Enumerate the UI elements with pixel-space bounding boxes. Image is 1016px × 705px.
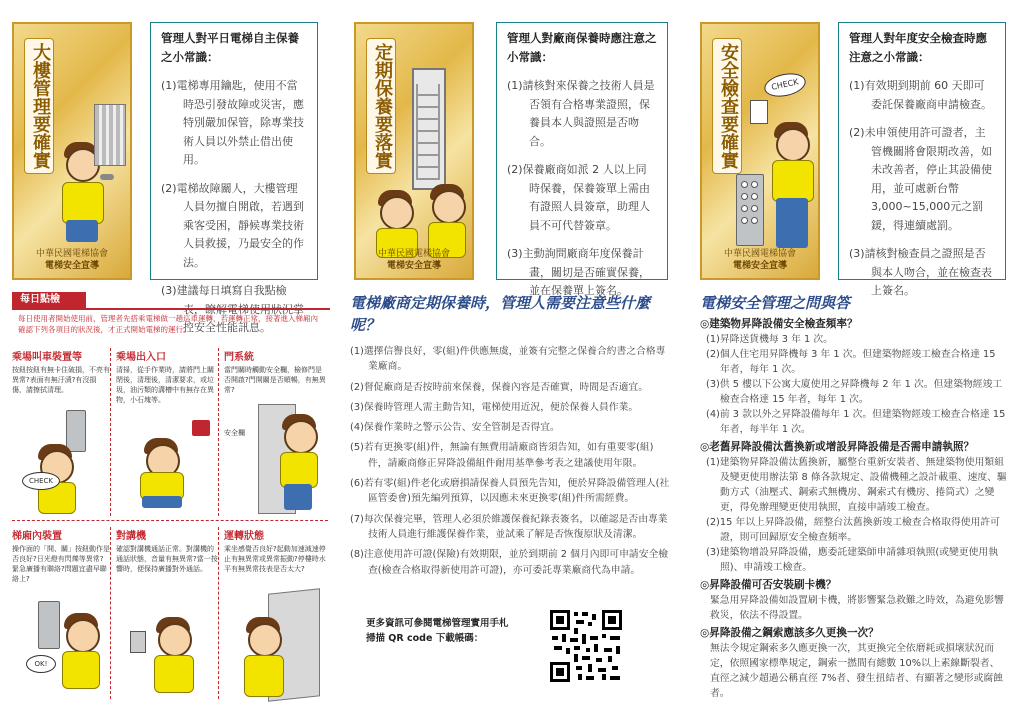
gold-card-3 bbox=[700, 22, 820, 280]
daily-tile-5 bbox=[116, 527, 219, 699]
tile-text: 乘坐感覺否良好?起動加速減速停止有無異常或異常振動?停樓時水平有無異常技表是否太大? bbox=[224, 545, 326, 573]
speech-bubble: OK! bbox=[26, 655, 56, 673]
qa-question: ◎老舊昇降設備汰舊換新或增設昇降設備是否需申請執照？ bbox=[700, 441, 975, 453]
card-vertical-title: 大樓管理要確實 bbox=[24, 38, 54, 174]
section-para: (2)督促廠商是否按時前來保養，保養內容是否確實，時間是否適宜。 bbox=[350, 381, 648, 393]
tile-text: 確認對講機通話正常。對講機的通話狀態，音量有無異常?當一按響時，便保持廣播對外通話。 bbox=[116, 545, 218, 573]
daily-tile-4 bbox=[12, 527, 111, 699]
tips-box-3 bbox=[838, 22, 1006, 297]
box-item: (2)未申領使用許可證者，主管機關將會限期改善，如未改善者，停止其設備使用，並可處新台幣 3,000~15,000元之罰鍰，得連續處罰。 bbox=[849, 126, 992, 232]
shelf-image bbox=[94, 104, 126, 166]
daily-tile-2 bbox=[116, 348, 219, 516]
section-para: (4)保養作業時之警示公告、安全管制是否得宜。 bbox=[350, 422, 560, 434]
key-icon bbox=[100, 174, 114, 180]
qa-question: ◎昇降設備之鋼索應該多久更換一次？ bbox=[700, 627, 879, 639]
card-vertical-title: 安全檢查要確實 bbox=[712, 38, 742, 174]
figure-head bbox=[158, 623, 192, 657]
qr-code[interactable] bbox=[548, 608, 624, 684]
intercom-icon bbox=[130, 631, 146, 653]
figure-head bbox=[432, 190, 466, 224]
safety-edge-label: 安全欄 bbox=[224, 429, 245, 437]
box-item: (1)有效期到期前 60 天即可委託保養廠商申請檢查。 bbox=[849, 79, 992, 111]
tile-title: 乘場叫車裝置等 bbox=[12, 352, 82, 363]
qa-answer: (3)供 5 樓以下公寓大廈使用之昇降機每 2 年 1 次。但建築物經竣工檢查合格達 15 年者，每年 1 次。 bbox=[706, 379, 1003, 405]
section-para: (1)選擇信譽良好，零(組)件供應無虞，並簽有完整之保養合約書之合格專業廠商。 bbox=[350, 346, 666, 373]
daily-tile-1 bbox=[12, 348, 111, 516]
speech-bubble: CHECK bbox=[22, 472, 60, 490]
figure-pants bbox=[66, 220, 98, 242]
figure-pants bbox=[776, 198, 808, 248]
daily-tile-6 bbox=[224, 527, 328, 699]
daily-divider bbox=[12, 308, 330, 310]
figure-pants bbox=[142, 496, 182, 508]
daily-check-tab: 每日點檢 bbox=[12, 292, 86, 308]
section-para: (7)每次保養完畢，管理人必須於維護保養紀錄表簽名，以確認是否由專業技術人員進行維護保養作業，並試乘了解是否恢復原狀及清潔。 bbox=[350, 513, 668, 540]
section3 bbox=[700, 292, 1008, 701]
figure-head bbox=[776, 128, 810, 162]
tile-text: 清掃，從手作業時，請將門上關閉後，清理後，清潔要求，或垃圾，油污類的溝槽中有無存在異物，小石塊等。 bbox=[116, 366, 214, 404]
card-vertical-title: 定期保養要落實 bbox=[366, 38, 396, 174]
gold-card-2 bbox=[354, 22, 474, 280]
box-item: (3)請核對檢查員之證照是否與本人吻合，並在檢查表上簽名。 bbox=[849, 247, 992, 297]
tile-title: 運轉狀態 bbox=[224, 531, 264, 542]
section-para: (6)若有零(組)件老化或磨損請保養人員預先告知，便於昇降設備管理人(社區管委會)預先編列預算，以因應未來更換零(組)件所需經費。 bbox=[350, 478, 670, 505]
figure-head bbox=[380, 196, 414, 230]
gold-card-1 bbox=[12, 22, 132, 280]
tile-title: 梯廂內裝置 bbox=[12, 531, 62, 542]
figure-shirt bbox=[280, 452, 318, 488]
figure-head bbox=[66, 619, 100, 653]
tile-title: 門系統 bbox=[224, 352, 254, 363]
box-title: 管理人對平日電梯自主保養之小常識： bbox=[161, 31, 299, 64]
section-para: (8)注意使用許可證(保險)有效期限，並於到期前 2 個月內即可申請安全檢查(檢查合格取得新使用許可證)，亦可委託專業廠商代為申請。 bbox=[350, 549, 669, 576]
card-footer: 中華民國電梯協會 電梯安全宣導 bbox=[377, 249, 450, 271]
section-para: (5)若有更換零(組)件，無論有無費用請廠商皆須告知，如有重要零(組)件，請廠商修正昇降設備組件耐用基準參考表之建議使用年限。 bbox=[350, 442, 654, 469]
box-item: (3)建議每日填寫自我點檢 控安全性能訊息。 bbox=[161, 284, 287, 334]
tile-title: 對講機 bbox=[116, 531, 146, 542]
figure-shirt bbox=[62, 651, 100, 689]
elevator-button-panel bbox=[736, 174, 764, 246]
tiles-divider bbox=[12, 520, 328, 521]
figure-shirt bbox=[244, 655, 284, 697]
qa-question: ◎昇降設備可否安裝刷卡機？ bbox=[700, 579, 837, 591]
qa-answer: (3)建築物增設昇降設備，應委託建築師申請雜項執照(或變更使用執照)、申請竣工檢查。 bbox=[706, 547, 999, 573]
figure-shirt bbox=[154, 655, 194, 693]
figure-head bbox=[248, 623, 282, 657]
daily-intro: 每日使用者開始使用前，管理者先搭乘電梯做一趟巡車運轉，若運轉正常，接著進入梯廂內確認下列各項目的狀況後，才正式開始電梯的運行。 bbox=[18, 314, 318, 334]
box-item: (3)主動詢問廠商年度保養計畫，關切是否確實保養，並在保養單上簽名。 bbox=[507, 247, 650, 297]
qa-answer: (1)昇降送貨機每 3 年 1 次。 bbox=[706, 334, 833, 345]
qa-answer: (2)15 年以上昇降設備，經整台汰舊換新竣工檢查合格取得使用許可證，則可回歸原安全檢查頻率。 bbox=[706, 517, 1000, 543]
tile-title: 乘場出入口 bbox=[116, 352, 166, 363]
qa-answer: (2)個人住宅用昇降機每 3 年 1 次。但建築物經竣工檢查合格達 15 年者，每年 1 次。 bbox=[706, 349, 996, 375]
card-footer: 中華民國電梯協會 電梯安全宣導 bbox=[723, 249, 796, 271]
section-title: 電梯安全管理之問與答 bbox=[700, 294, 851, 312]
tile-text: 操作面的「開、關」按鈕動作是否良好?日光燈有閃爍等異常?緊急廣播有聯絡?問題宜盡早聯絡上? bbox=[12, 545, 110, 583]
qa-answer: 緊急用昇降設備如設置刷卡機，將影響緊急救難之時效，為避免影響救災，依法不得設置。 bbox=[710, 595, 1004, 621]
figure-shirt bbox=[772, 160, 814, 202]
qr-caption: 更多資訊可參閱電梯管理實用手札 掃描 QR code 下載帳碼： bbox=[366, 618, 509, 644]
tile-text: 當門關時觸動安全欄，檢修門是否開啟?門開關是否順暢，有無異常? bbox=[224, 366, 326, 394]
warning-sign-icon bbox=[192, 420, 210, 436]
car-button-panel bbox=[38, 601, 60, 649]
qa-answer: (1)建築物昇降設備汰舊換新，屬整台重新安裝者、無建築物使用類組及變更使用辦法第 8 條各款規定、設備機種之設計載重、速度、驅動方式（油壓式、鋼索式無機房、鋼索式有機房、捲筒式）之變更，得免辦理變更使用執照，直接申請竣工檢查。 bbox=[706, 457, 1007, 513]
qa-question: ◎建築物昇降設備安全檢查頻率？ bbox=[700, 318, 858, 330]
box-item: (2)電梯故障關人，大樓管理人員勿擅自開啟，若遇到乘客受困，靜候專業技術人員救援，乃最安全的作法。 bbox=[161, 181, 304, 269]
box-item: (1)請核對來保養之技術人員是否領有合格專業證照，保養員本人與證照是否吻合。 bbox=[507, 79, 655, 148]
box-title: 管理人對年度安全檢查時應注意之小常識： bbox=[849, 31, 987, 64]
figure-shirt bbox=[62, 182, 104, 224]
tips-box-2 bbox=[496, 22, 668, 297]
figure-pants bbox=[284, 484, 312, 510]
tile-text: 按鈕按鈕有無卡住破損，不亮有異常?表面有無汙漬?有沒損傷，請擦拭清理。 bbox=[12, 366, 110, 394]
box-item: (1)電梯專用鑰匙，使用不當時恐引發故障或災害，應特別嚴加保管，除專業技術人員以外禁止借出使用。 bbox=[161, 79, 304, 166]
qa-answer: (4)前 3 款以外之昇降設備每年 1 次。但建築物經竣工檢查合格達 15 年者，每半年 1 次。 bbox=[706, 409, 1006, 435]
speech-bubble: CHECK bbox=[762, 70, 808, 100]
section-title: 電梯廠商定期保養時，管理人需要注意些什麼呢？ bbox=[350, 294, 651, 334]
figure-head bbox=[284, 420, 318, 454]
qa-answer: 無法令規定鋼索多久應更換一次，其更換完全依磨耗或損壞狀況而定，依照國家標準規定，鋼索一撚間有總數 10%以上素線斷裂者、直徑之減少超過公稱直徑 7%者、發生扭結者、有顯著之變形或腐蝕者。 bbox=[710, 643, 1003, 699]
clipboard-image bbox=[750, 100, 768, 124]
call-button-panel bbox=[66, 410, 86, 452]
box-title: 管理人對廠商保養時應注意之小常識： bbox=[507, 31, 657, 64]
card-footer: 中華民國電梯協會 電梯安全宣導 bbox=[35, 249, 108, 271]
section2 bbox=[350, 292, 670, 578]
box-item: (2)保養廠商如派 2 人以上同時保養，保養簽單上需由有證照人員簽章，助理人員不可代替簽章。 bbox=[507, 163, 650, 232]
section-para: (3)保養時管理人需主動告知，電梯使用近況，便於保養人員作業。 bbox=[350, 401, 639, 413]
ladder-image bbox=[416, 84, 440, 180]
daily-tile-3 bbox=[224, 348, 328, 516]
